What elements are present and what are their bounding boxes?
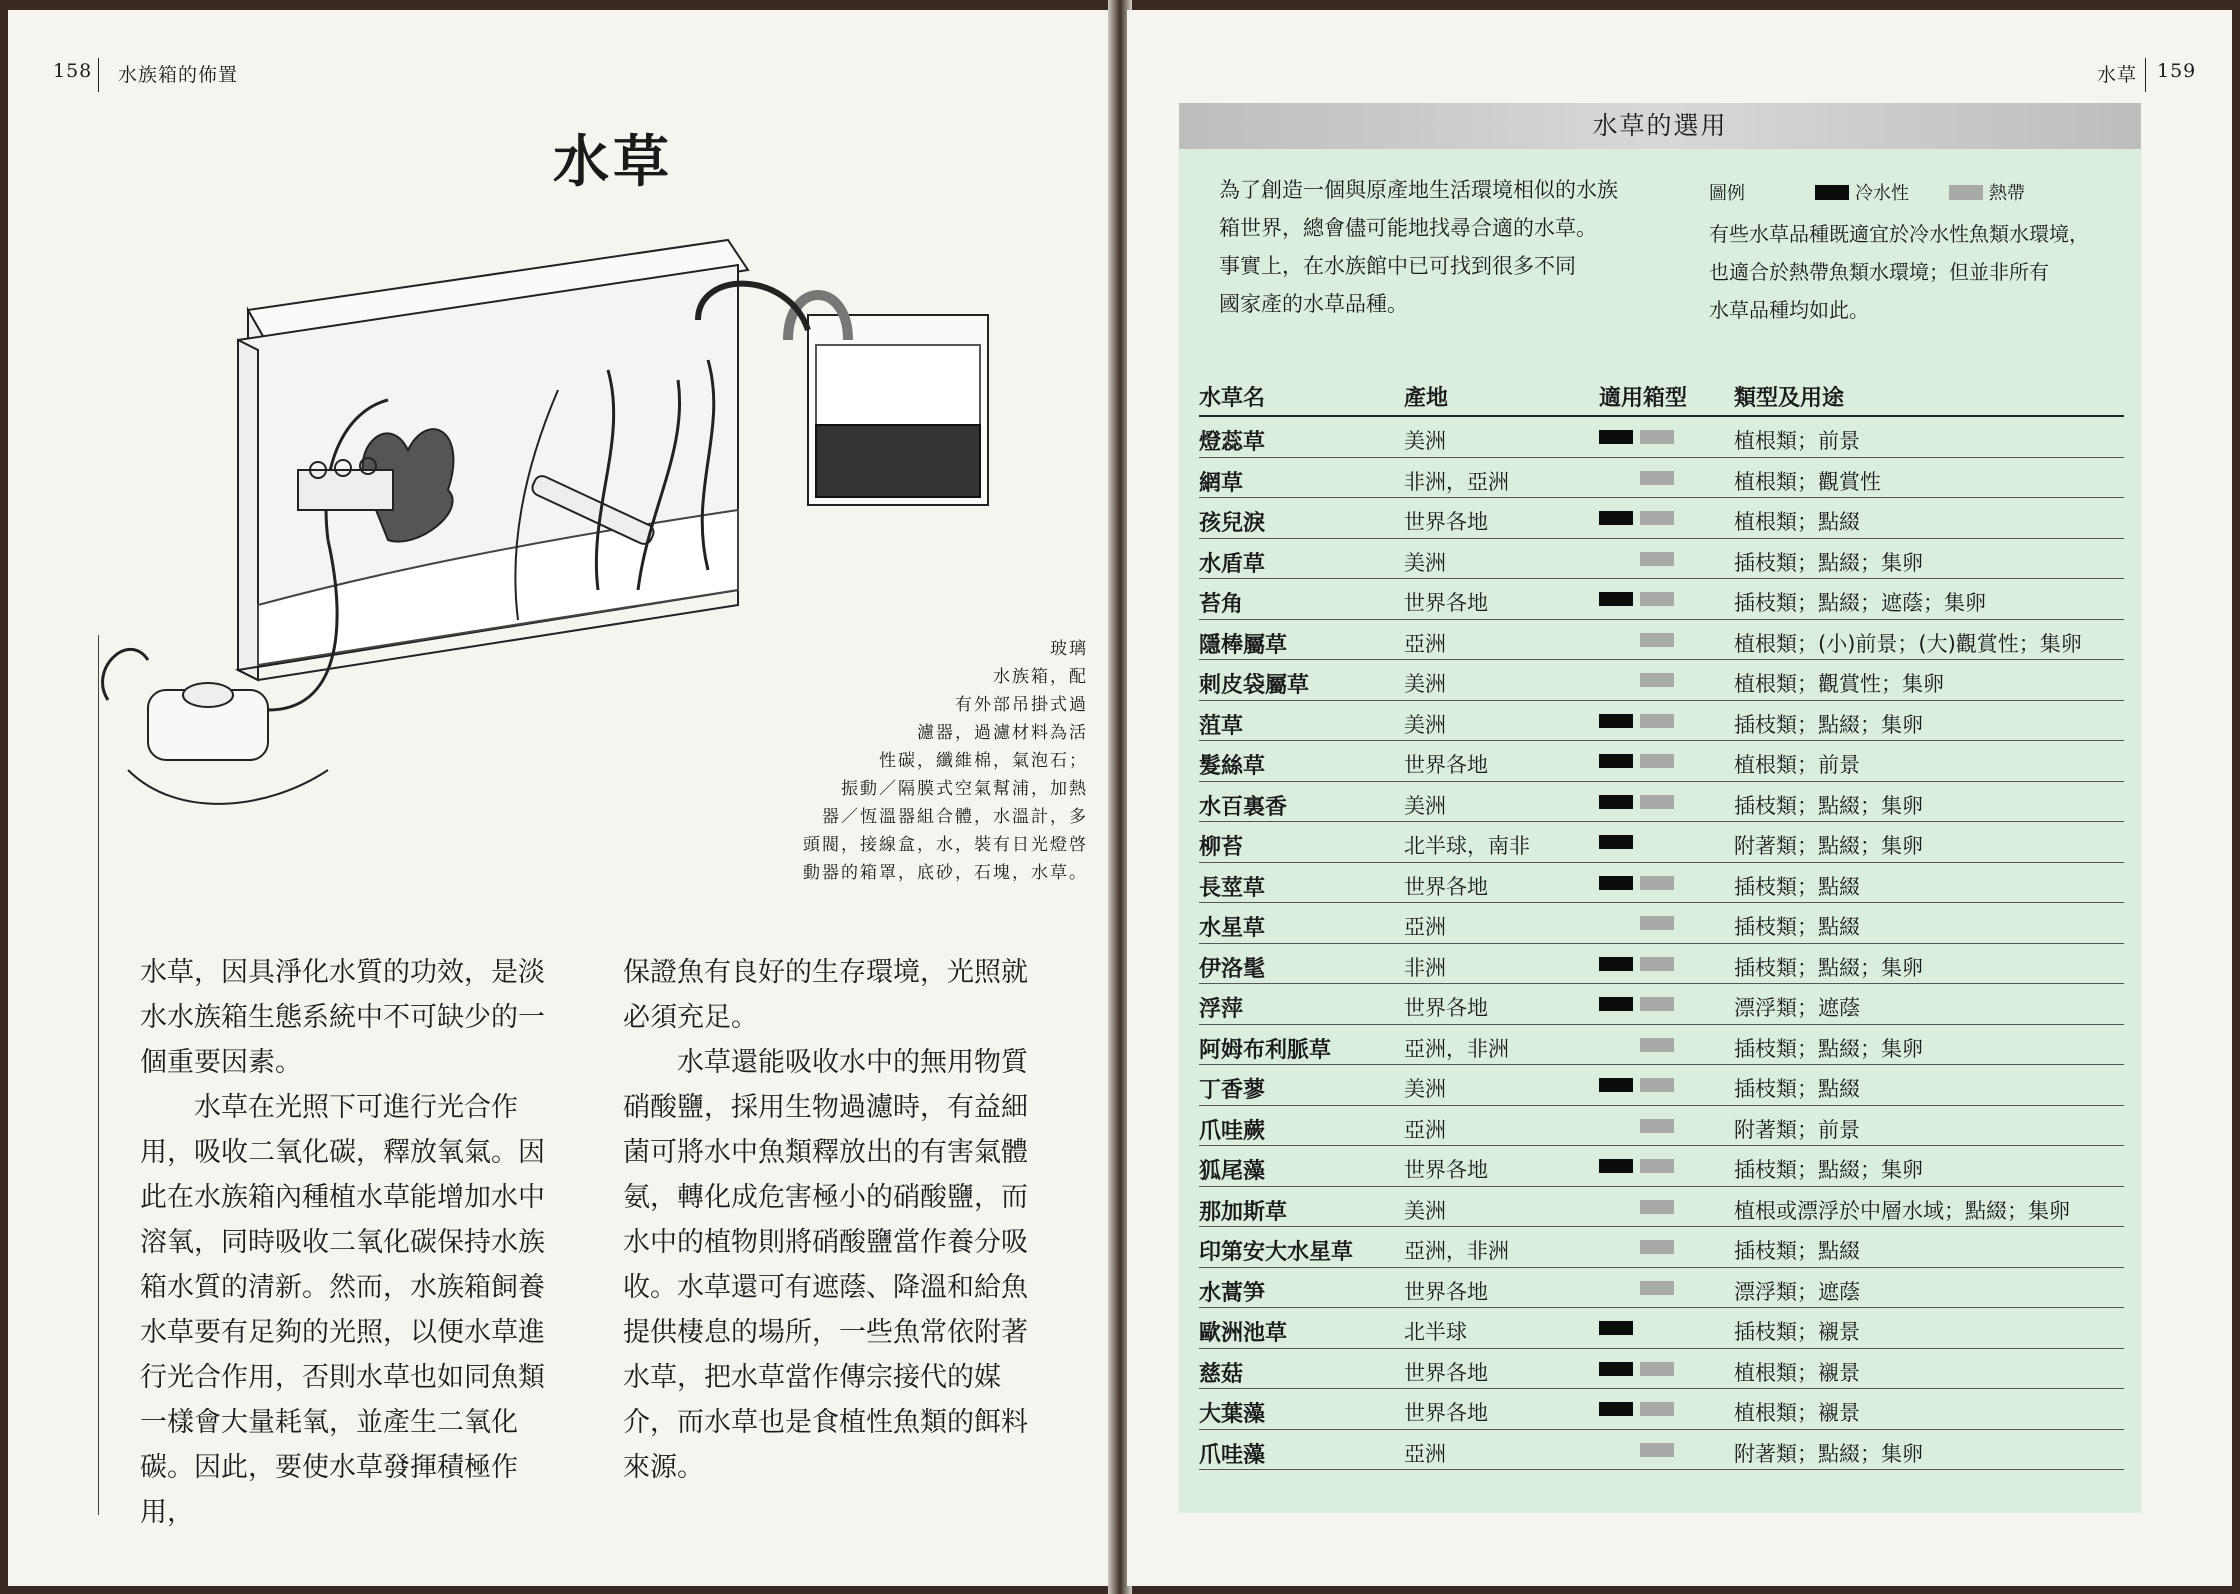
tropical-marker xyxy=(1640,1119,1674,1133)
caption-line: 性碳，纖維棉，氣泡石； xyxy=(879,751,1088,771)
cold-water-marker xyxy=(1599,1443,1633,1457)
tropical-marker xyxy=(1640,1159,1674,1173)
plant-use: 插枝類；點綴；遮蔭；集卵 xyxy=(1734,591,1986,615)
plant-use: 附著類；前景 xyxy=(1734,1117,1860,1142)
page-number-right: 159 xyxy=(2157,60,2197,82)
caption-line: 玻璃 xyxy=(1050,639,1088,659)
tank-type-indicator xyxy=(1599,835,1681,859)
tank-type-indicator xyxy=(1599,673,1681,697)
tank-type-indicator xyxy=(1599,633,1681,657)
plant-name: 印第安大水星草 xyxy=(1199,1240,1354,1265)
table-row xyxy=(1199,701,2124,742)
plant-name: 慈菇 xyxy=(1199,1361,1244,1387)
body-paragraph: 水草還能吸收水中的無用物質硝酸鹽，採用生物過濾時，有益細菌可將水中魚類釋放出的有害氣體氨，轉化成危害極小的硝酸鹽，而水中的植物則將硝酸鹽當作養分吸收。水草還可有遮蔭、降溫和給魚提供棲息的場所，一些魚常依附著水草，把水草當作傳宗接代的媒介，而水草也是食植性魚類的餌料來源。 xyxy=(623,1047,1028,1483)
cold-water-marker xyxy=(1599,673,1633,687)
intro-line: 為了創造一個與原產地生活環境相似的水族 xyxy=(1219,178,1618,202)
table-row xyxy=(1199,1106,2124,1147)
plant-use: 植根類；襯景 xyxy=(1734,1360,1860,1385)
tank-type-indicator xyxy=(1599,1443,1681,1467)
table-row xyxy=(1199,1389,2124,1430)
plant-name: 柳苔 xyxy=(1199,835,1244,860)
table-row xyxy=(1199,1430,2124,1471)
body-paragraph: 水草在光照下可進行光合作用，吸收二氧化碳，釋放氧氣。因此在水族箱內種植水草能增加水中溶氧，同時吸收二氧化碳保持水族箱水質的清新。然而，水族箱飼養水草要有足夠的光照，以便水草進行光合作用，否則水草也如同魚類一樣會大量耗氧，並產生二氧化碳。因此，要使水草發揮積極作用， xyxy=(140,1092,545,1528)
cold-water-marker xyxy=(1599,997,1633,1011)
plant-name: 浮萍 xyxy=(1199,997,1244,1022)
table-row xyxy=(1199,903,2124,944)
caption-line: 振動／隔膜式空氣幫浦，加熱 xyxy=(841,779,1088,799)
running-head-left: 水族箱的佈置 xyxy=(118,64,239,86)
cold-water-marker xyxy=(1599,1321,1633,1335)
tropical-marker xyxy=(1640,795,1674,809)
cold-water-marker xyxy=(1599,633,1633,647)
cold-water-marker xyxy=(1599,1281,1633,1295)
tank-type-indicator xyxy=(1599,552,1681,576)
plant-use: 漂浮類；遮蔭 xyxy=(1734,1279,1860,1304)
plant-name: 水星草 xyxy=(1199,916,1266,941)
note-line: 有些水草品種既適宜於冷水性魚類水環境， xyxy=(1709,222,2089,246)
running-head-right: 水草 xyxy=(2097,64,2138,86)
legend xyxy=(1709,179,2025,205)
plant-name: 網草 xyxy=(1199,470,1244,496)
tropical-marker xyxy=(1640,430,1674,444)
tropical-marker xyxy=(1640,1038,1674,1052)
tank-type-indicator xyxy=(1599,1281,1681,1305)
plant-origin: 世界各地 xyxy=(1404,591,1488,615)
table-row xyxy=(1199,660,2124,701)
cold-water-marker xyxy=(1599,876,1633,890)
legend-cold-label: 冷水性 xyxy=(1855,183,1909,204)
table-row xyxy=(1199,1025,2124,1066)
tropical-marker xyxy=(1640,754,1674,768)
cold-water-marker xyxy=(1599,1240,1633,1254)
table-row xyxy=(1199,984,2124,1025)
cold-water-marker xyxy=(1599,1038,1633,1052)
plant-use: 植根類；前景 xyxy=(1734,429,1860,453)
tank-type-indicator xyxy=(1599,957,1681,981)
cold-water-marker xyxy=(1599,916,1633,930)
plant-name: 大葉藻 xyxy=(1199,1402,1266,1427)
tank-type-indicator xyxy=(1599,754,1681,778)
plant-use: 植根類；觀賞性 xyxy=(1734,469,1881,494)
cold-water-marker xyxy=(1599,754,1633,768)
caption-line: 水族箱，配 xyxy=(993,667,1088,687)
plant-use: 插枝類；點綴 xyxy=(1734,1239,1860,1263)
panel-title: 水草的選用 xyxy=(1179,103,2141,149)
tank-type-indicator xyxy=(1599,1038,1681,1062)
tank-type-indicator xyxy=(1599,1362,1681,1386)
plant-name: 水百裏香 xyxy=(1199,794,1288,820)
tropical-marker xyxy=(1640,511,1674,525)
plant-name: 刺皮袋屬草 xyxy=(1199,673,1310,698)
tank-type-indicator xyxy=(1599,511,1681,535)
plant-name: 孩兒淚 xyxy=(1199,511,1266,536)
page-title: 水草 xyxy=(553,130,673,195)
plant-use: 植根類；點綴 xyxy=(1734,510,1860,534)
tank-type-indicator xyxy=(1599,1200,1681,1224)
body-column-1 xyxy=(140,950,560,1535)
header-tank: 適用箱型 xyxy=(1599,386,1688,411)
table-row xyxy=(1199,741,2124,782)
cold-water-marker xyxy=(1599,1119,1633,1133)
plant-origin: 亞洲 xyxy=(1404,1441,1446,1466)
plant-name: 那加斯草 xyxy=(1199,1199,1288,1225)
plant-use: 插枝類；點綴；集卵 xyxy=(1734,712,1923,737)
table-row xyxy=(1199,1065,2124,1106)
header-name: 水草名 xyxy=(1199,386,1266,411)
cold-water-marker xyxy=(1599,1078,1633,1092)
plant-name: 水盾草 xyxy=(1199,551,1266,577)
cold-water-marker xyxy=(1599,1200,1633,1214)
tropical-marker xyxy=(1640,1240,1674,1254)
plant-use: 插枝類；點綴；集卵 xyxy=(1734,1158,1923,1182)
tropical-marker xyxy=(1640,552,1674,566)
table-row xyxy=(1199,1187,2124,1228)
table-row xyxy=(1199,944,2124,985)
caption-line: 有外部吊掛式過 xyxy=(955,695,1088,715)
legend-label: 圖例 xyxy=(1709,183,1745,204)
left-page xyxy=(8,10,1113,1586)
tropical-marker xyxy=(1640,673,1674,687)
plant-origin: 世界各地 xyxy=(1404,1279,1488,1304)
legend-tropical-label: 熱帶 xyxy=(1989,183,2025,204)
plant-use: 插枝類；襯景 xyxy=(1734,1320,1860,1344)
legend-note xyxy=(1709,215,2129,329)
tank-type-indicator xyxy=(1599,997,1681,1021)
caption-line: 器／恆溫器組合體，水溫計，多 xyxy=(822,807,1088,827)
intro-line: 事實上，在水族館中已可找到很多不同 xyxy=(1219,254,1576,278)
plant-use: 植根或漂浮於中層水域；點綴；集卵 xyxy=(1734,1198,2070,1223)
intro-line: 箱世界，總會儘可能地找尋合適的水草。 xyxy=(1219,216,1597,240)
cold-water-marker xyxy=(1599,1159,1633,1173)
tank-type-indicator xyxy=(1599,1119,1681,1143)
plant-origin: 美洲 xyxy=(1404,1077,1446,1101)
cold-water-swatch xyxy=(1815,185,1849,200)
table-row xyxy=(1199,458,2124,499)
plant-origin: 美洲 xyxy=(1404,429,1446,453)
body-paragraph: 保證魚有良好的生存環境，光照就必須充足。 xyxy=(623,957,1028,1033)
plant-use: 插枝類；點綴；集卵 xyxy=(1734,793,1923,818)
plant-use: 插枝類；點綴 xyxy=(1734,915,1860,939)
tropical-marker xyxy=(1640,592,1674,606)
tropical-marker xyxy=(1640,1281,1674,1295)
plant-origin: 亞洲 xyxy=(1404,915,1446,939)
table-row xyxy=(1199,620,2124,661)
table-row xyxy=(1199,822,2124,863)
tropical-marker xyxy=(1640,471,1674,485)
table-row xyxy=(1199,1349,2124,1390)
tropical-marker xyxy=(1640,1402,1674,1416)
plant-use: 插枝類；點綴；集卵 xyxy=(1734,1036,1923,1061)
plant-use: 插枝類；點綴；集卵 xyxy=(1734,955,1923,980)
table-row xyxy=(1199,1308,2124,1349)
cold-water-marker xyxy=(1599,1362,1633,1376)
plant-origin: 世界各地 xyxy=(1404,1401,1488,1425)
tropical-marker xyxy=(1640,835,1674,849)
tank-type-indicator xyxy=(1599,1159,1681,1183)
plant-use: 插枝類；點綴 xyxy=(1734,1077,1860,1101)
tank-type-indicator xyxy=(1599,592,1681,616)
plant-origin: 美洲 xyxy=(1404,793,1446,818)
plant-name: 水蒿笋 xyxy=(1199,1280,1266,1306)
tropical-marker xyxy=(1640,957,1674,971)
plant-origin: 亞洲，非洲 xyxy=(1404,1239,1509,1263)
cold-water-marker xyxy=(1599,471,1633,485)
table-row xyxy=(1199,1227,2124,1268)
table-header xyxy=(1199,381,2124,417)
caption-line: 動器的箱罩，底砂，石塊，水草。 xyxy=(803,863,1088,883)
table-row xyxy=(1199,579,2124,620)
plant-origin: 非洲，亞洲 xyxy=(1404,469,1509,494)
plant-use: 植根類；觀賞性；集卵 xyxy=(1734,672,1944,696)
plant-name: 菹草 xyxy=(1199,713,1244,739)
plant-use: 植根類；襯景 xyxy=(1734,1401,1860,1425)
plant-origin: 非洲 xyxy=(1404,955,1446,980)
cold-water-marker xyxy=(1599,552,1633,566)
cold-water-marker xyxy=(1599,714,1633,728)
header-divider xyxy=(2145,58,2146,92)
tank-type-indicator xyxy=(1599,471,1681,495)
illustration-caption xyxy=(748,635,1088,887)
table-row xyxy=(1199,1146,2124,1187)
plant-use: 植根類；前景 xyxy=(1734,753,1860,777)
header-origin: 產地 xyxy=(1404,386,1449,411)
table-row xyxy=(1199,417,2124,458)
tank-type-indicator xyxy=(1599,916,1681,940)
plant-use: 附著類；點綴；集卵 xyxy=(1734,834,1923,858)
tropical-marker xyxy=(1640,714,1674,728)
tank-type-indicator xyxy=(1599,1321,1681,1345)
tropical-marker xyxy=(1640,1321,1674,1335)
plant-name: 阿姆布利脈草 xyxy=(1199,1037,1332,1063)
cold-water-marker xyxy=(1599,795,1633,809)
plant-name: 爪哇蕨 xyxy=(1199,1118,1266,1144)
plant-name: 伊洛髦 xyxy=(1199,956,1266,982)
plant-origin: 美洲 xyxy=(1404,1198,1446,1223)
header-divider xyxy=(98,58,99,92)
tropical-marker xyxy=(1640,1078,1674,1092)
cold-water-marker xyxy=(1599,511,1633,525)
plant-origin: 美洲 xyxy=(1404,712,1446,737)
plant-use: 插枝類；點綴；集卵 xyxy=(1734,550,1923,575)
plant-origin: 世界各地 xyxy=(1404,1360,1488,1385)
plant-origin: 世界各地 xyxy=(1404,996,1488,1020)
page-number-left: 158 xyxy=(53,60,93,82)
cold-water-marker xyxy=(1599,957,1633,971)
plant-use: 植根類；(小)前景；(大)觀賞性；集卵 xyxy=(1734,631,2082,656)
plant-name: 髮絲草 xyxy=(1199,754,1266,779)
tropical-marker xyxy=(1640,1200,1674,1214)
intro-text xyxy=(1219,171,1659,323)
caption-line: 濾器，過濾材料為活 xyxy=(917,723,1088,743)
plant-origin: 亞洲 xyxy=(1404,1117,1446,1142)
plant-origin: 北半球，南非 xyxy=(1404,834,1530,858)
tropical-marker xyxy=(1640,1362,1674,1376)
plant-origin: 世界各地 xyxy=(1404,510,1488,534)
plant-origin: 亞洲，非洲 xyxy=(1404,1036,1509,1061)
tropical-marker xyxy=(1640,1443,1674,1457)
plant-use: 漂浮類；遮蔭 xyxy=(1734,996,1860,1020)
tropical-marker xyxy=(1640,997,1674,1011)
plant-name: 丁香蓼 xyxy=(1199,1078,1266,1103)
body-column-2 xyxy=(623,950,1043,1490)
cold-water-marker xyxy=(1599,835,1633,849)
note-line: 也適合於熱帶魚類水環境；但並非所有 xyxy=(1709,260,2049,284)
plant-name: 爪哇藻 xyxy=(1199,1442,1266,1468)
plant-name: 燈蕊草 xyxy=(1199,430,1266,455)
tank-type-indicator xyxy=(1599,1240,1681,1264)
plant-origin: 世界各地 xyxy=(1404,1158,1488,1182)
tank-type-indicator xyxy=(1599,876,1681,900)
table-row xyxy=(1199,863,2124,904)
plant-name: 歐洲池草 xyxy=(1199,1321,1288,1346)
tropical-swatch xyxy=(1949,185,1983,200)
cold-water-marker xyxy=(1599,592,1633,606)
plant-origin: 世界各地 xyxy=(1404,874,1488,899)
tropical-marker xyxy=(1640,876,1674,890)
body-paragraph: 水草，因具淨化水質的功效，是淡水水族箱生態系統中不可缺少的一個重要因素。 xyxy=(140,957,545,1078)
plant-name: 狐尾藻 xyxy=(1199,1159,1266,1184)
plant-use: 插枝類；點綴 xyxy=(1734,874,1860,899)
tropical-marker xyxy=(1640,633,1674,647)
plant-selection-panel xyxy=(1179,103,2141,1513)
tank-type-indicator xyxy=(1599,1402,1681,1426)
right-page xyxy=(1127,10,2232,1586)
cold-water-marker xyxy=(1599,430,1633,444)
plant-name: 苔角 xyxy=(1199,592,1244,617)
tank-type-indicator xyxy=(1599,795,1681,819)
plant-origin: 美洲 xyxy=(1404,550,1446,575)
plant-origin: 美洲 xyxy=(1404,672,1446,696)
tank-type-indicator xyxy=(1599,1078,1681,1102)
caption-line: 頭閥，接線盒，水，裝有日光燈啓 xyxy=(803,835,1088,855)
plant-origin: 北半球 xyxy=(1404,1320,1467,1344)
plant-use: 附著類；點綴；集卵 xyxy=(1734,1441,1923,1466)
table-row xyxy=(1199,1268,2124,1309)
tank-type-indicator xyxy=(1599,714,1681,738)
plant-name: 長莖草 xyxy=(1199,875,1266,901)
plant-origin: 世界各地 xyxy=(1404,753,1488,777)
tropical-marker xyxy=(1640,916,1674,930)
note-line: 水草品種均如此。 xyxy=(1709,298,1869,322)
cold-water-marker xyxy=(1599,1402,1633,1416)
plant-table xyxy=(1199,417,2124,1470)
table-row xyxy=(1199,498,2124,539)
header-use: 類型及用途 xyxy=(1734,386,1845,411)
tank-type-indicator xyxy=(1599,430,1681,454)
table-row xyxy=(1199,782,2124,823)
table-row xyxy=(1199,539,2124,580)
plant-origin: 亞洲 xyxy=(1404,631,1446,656)
intro-line: 國家產的水草品種。 xyxy=(1219,292,1408,316)
plant-name: 隱棒屬草 xyxy=(1199,632,1288,658)
